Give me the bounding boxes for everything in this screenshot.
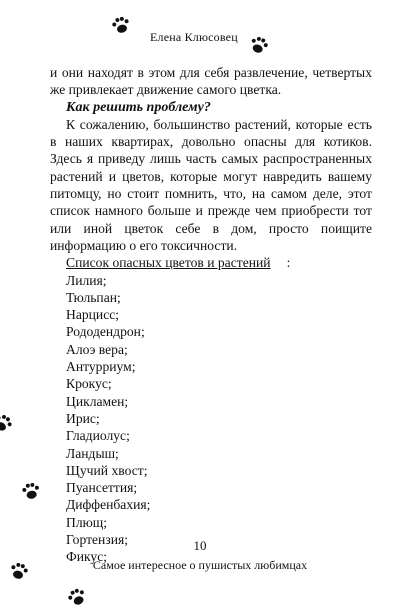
list-item: Рододендрон; <box>66 324 145 340</box>
list-item: Нарцисс; <box>66 307 120 323</box>
list-heading <box>50 254 372 271</box>
list-item: Пуансеттия; <box>66 480 138 496</box>
paw-print-icon <box>18 478 43 503</box>
section-heading: Как решить проблему? <box>66 99 211 115</box>
list-item: Тюльпан; <box>66 289 121 305</box>
list-title-colon: : <box>286 255 291 271</box>
list-item: Щучий хвост; <box>66 462 148 478</box>
paw-print-icon <box>0 408 18 438</box>
list-item: Фикус; <box>66 549 108 565</box>
intro-paragraph: и они находят в этом для себя развлечение, четвертых же привлекает движение самого цветка. <box>50 65 372 98</box>
list-item: Ландыш; <box>66 445 119 461</box>
running-footer-book-title: Самое интересное о пушистых любимцах <box>92 558 308 572</box>
plant-list <box>50 272 372 566</box>
body-paragraph: К сожалению, большинство растений, которые есть в наших квартирах, довольно опасны для котиков. Здесь я приведу лишь часть самых распространенных растений и цветов, которые могут навредить вашему питомцу, но стоит помнить, что, на самом деле, этот список намного больше и прежде чем приобрести тот или иной цветок себе в дом, просто поищите информацию о его токсичности. <box>50 116 372 253</box>
list-item: Ирис; <box>66 410 100 426</box>
list-item: Лилия; <box>66 272 107 288</box>
paw-print-icon <box>62 582 91 611</box>
page-body <box>50 64 372 566</box>
page-number: 10 <box>193 538 207 553</box>
paw-print-icon <box>108 12 135 39</box>
list-item: Антурриум; <box>66 359 136 375</box>
list-item: Крокус; <box>66 376 112 392</box>
list-item: Гладиолус; <box>66 428 130 444</box>
list-item: Гортензия; <box>66 532 129 548</box>
list-title-text: Список опасных цветов и растений <box>66 255 271 271</box>
list-item: Цикламен; <box>66 393 129 409</box>
list-item: Плющ; <box>66 514 108 530</box>
list-item: Диффенбахия; <box>66 497 151 513</box>
running-header-author: Елена Клюсовец <box>150 30 238 44</box>
list-item: Алоэ вера; <box>66 341 128 357</box>
paw-print-icon <box>245 31 273 59</box>
